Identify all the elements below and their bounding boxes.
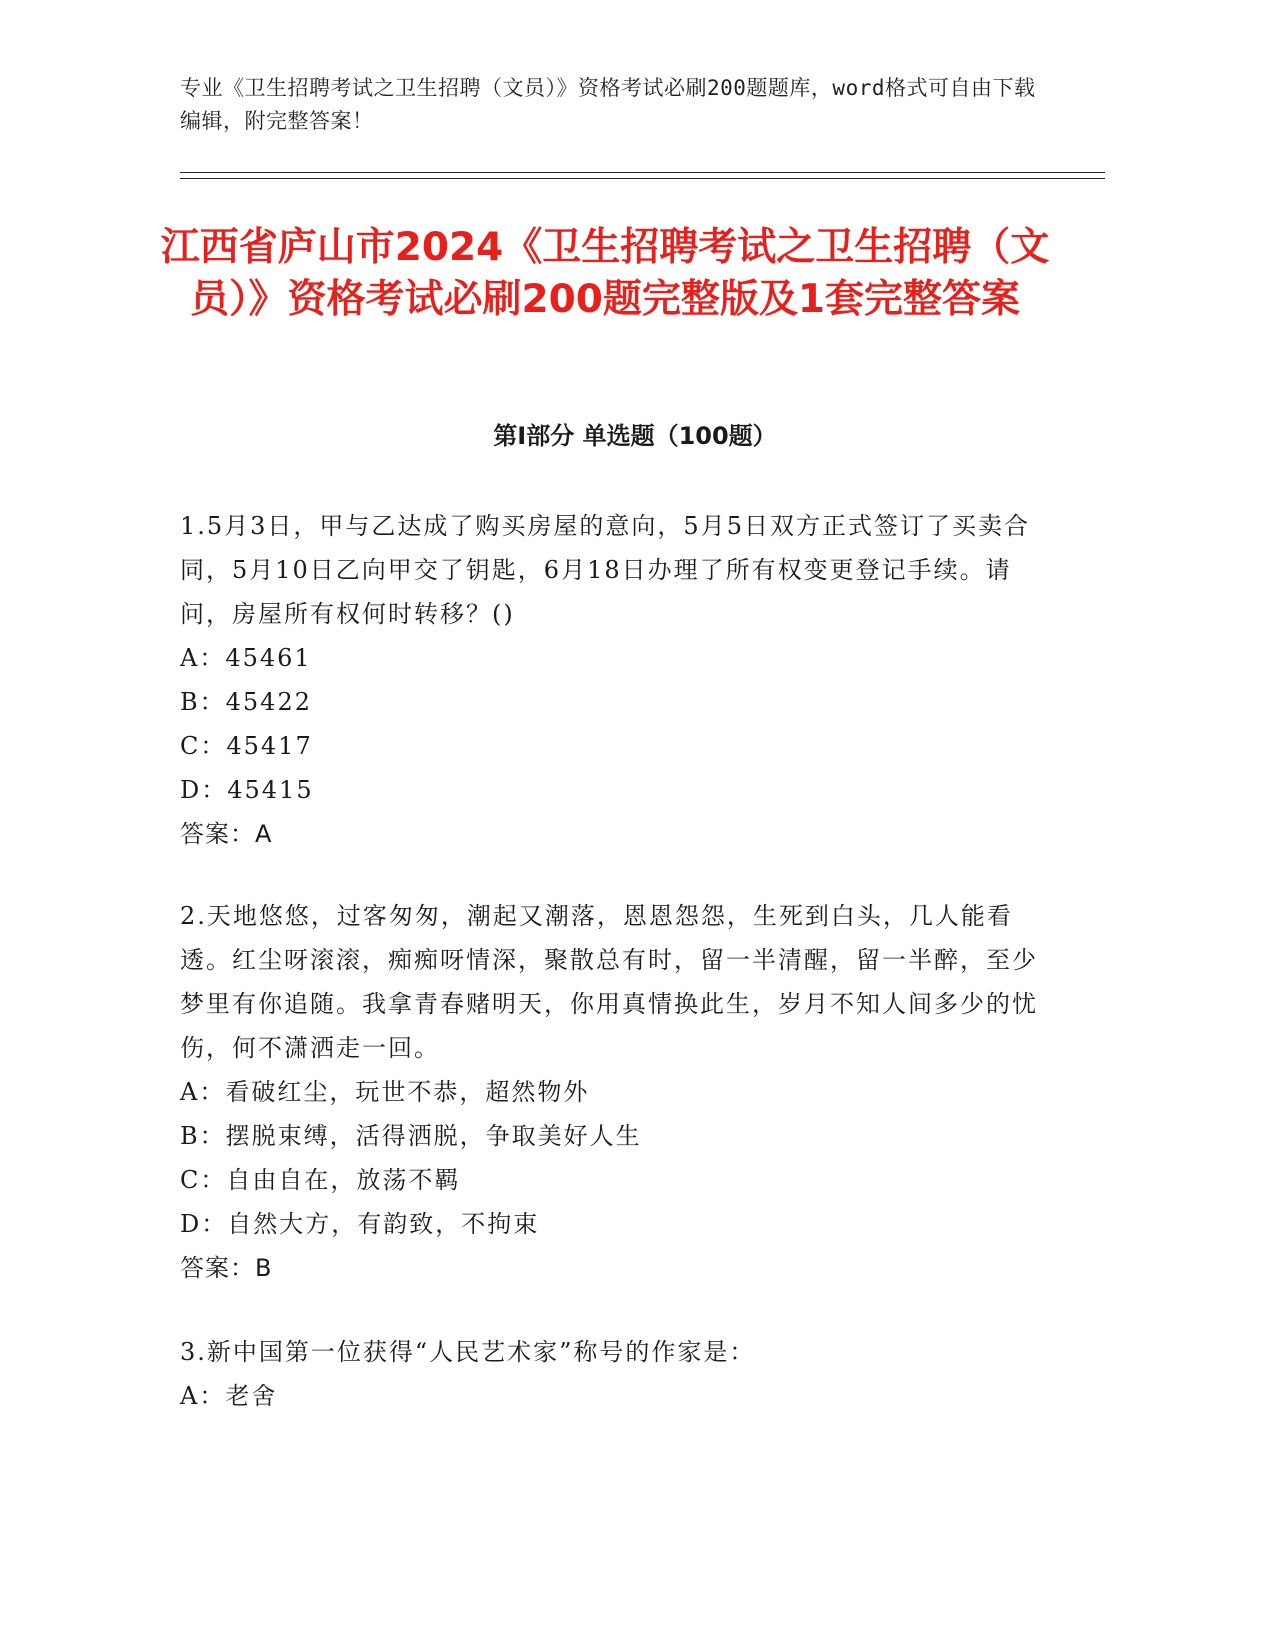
section-heading: 第I部分 单选题（100题） <box>493 422 777 450</box>
header-divider-bottom <box>180 178 1105 179</box>
header-note: 专业《卫生招聘考试之卫生招聘（文员）》资格考试必刷200题题库，word格式可自由下载编辑，附完整答案！ <box>180 76 1036 133</box>
option-c: C：45417 <box>180 732 313 760</box>
option-a: A：45461 <box>180 644 312 672</box>
answer: 答案：A <box>180 820 273 848</box>
question-text: 3.新中国第一位获得“人民艺术家”称号的作家是： <box>180 1338 756 1366</box>
question-2 <box>180 894 1040 1290</box>
question-text: 2.天地悠悠，过客匆匆，潮起又潮落，恩恩怨怨，生死到白头，几人能看透。红尘呀滚滚，痴痴呀情深，聚散总有时，留一半清醒，留一半醉，至少梦里有你追随。我拿青春赌明天，你用真情换此生，岁月不知人间多少的忧伤，何不潇洒走一回。 <box>180 902 1038 1062</box>
question-3 <box>180 1330 1040 1418</box>
header-divider-top <box>180 172 1105 173</box>
answer: 答案：B <box>180 1254 273 1282</box>
option-b: B：45422 <box>180 688 312 716</box>
question-1 <box>180 504 1040 856</box>
option-d: D：自然大方，有韵致，不拘束 <box>180 1210 540 1238</box>
option-c: C：自由自在，放荡不羁 <box>180 1166 461 1194</box>
question-text: 1.5月3日，甲与乙达成了购买房屋的意向，5月5日双方正式签订了买卖合同，5月10日乙向甲交了钥匙，6月18日办理了所有权变更登记手续。请问，房屋所有权何时转移？() <box>180 512 1030 628</box>
document-title: 江西省庐山市2024《卫生招聘考试之卫生招聘（文员）》资格考试必刷200题完整版及1套完整答案 <box>160 225 1050 322</box>
option-d: D：45415 <box>180 776 314 804</box>
option-a: A：看破红尘，玩世不恭，超然物外 <box>180 1078 590 1106</box>
option-b: B：摆脱束缚，活得洒脱，争取美好人生 <box>180 1122 642 1150</box>
option-a: A：老舍 <box>180 1382 278 1410</box>
